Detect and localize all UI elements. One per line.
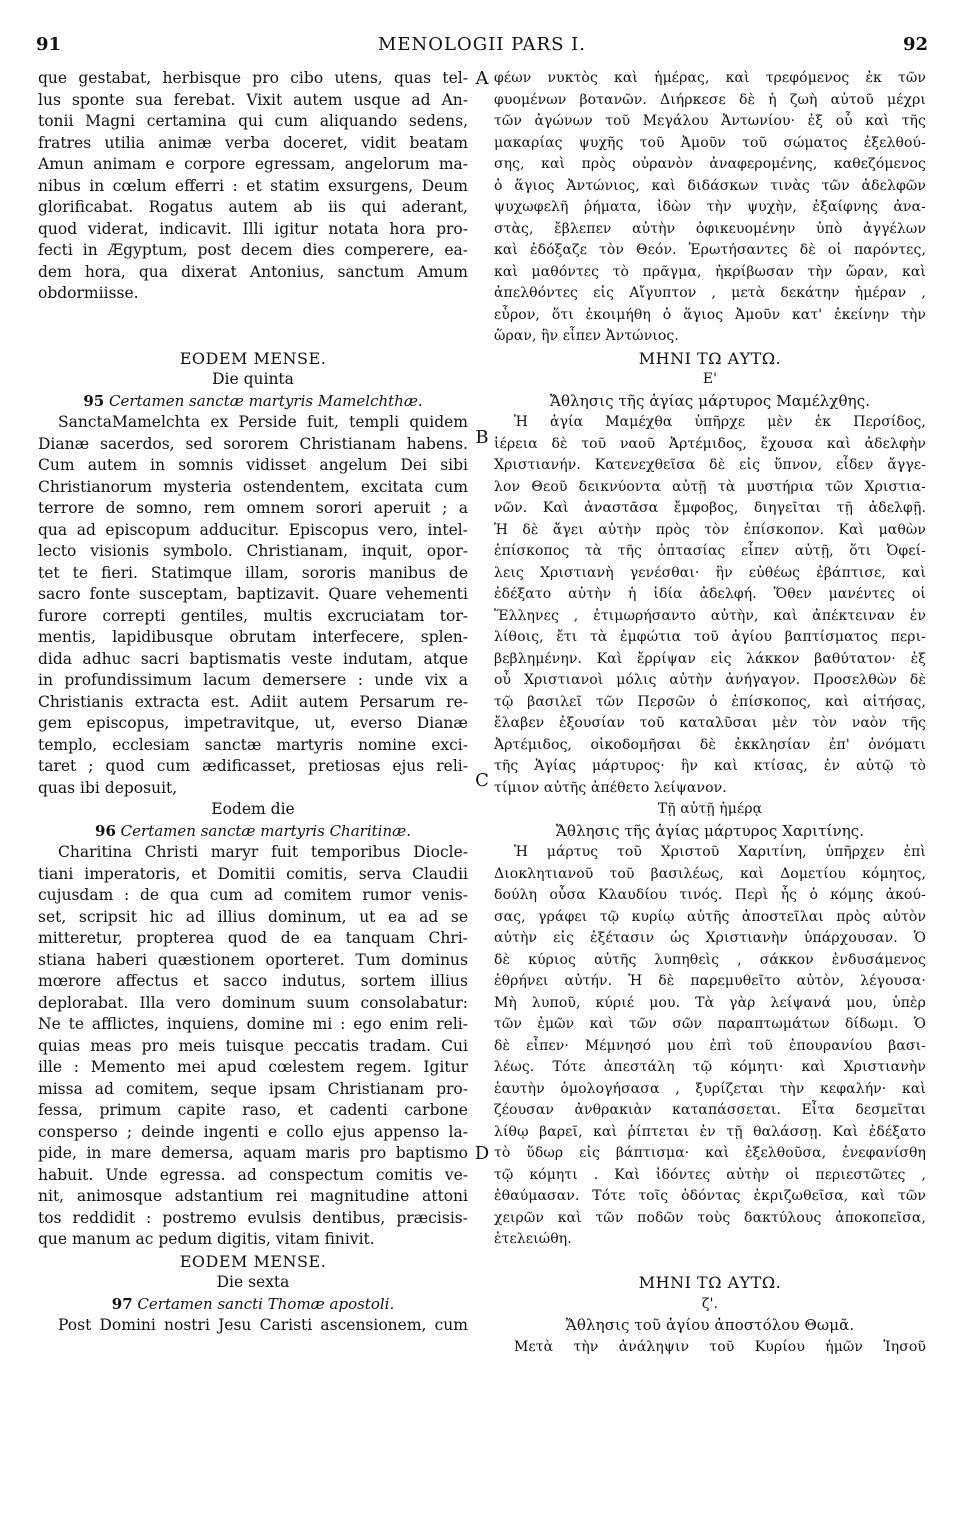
text-line: Christianorum mysteria ostendentem, excitata cum [38,477,468,496]
section-number: 97 [111,1294,133,1313]
text-line: λον Θεοῦ δεικνύοντα αὐτῇ τὰ μυστήρια τῶν Χριστια- [494,478,926,495]
greek-column [494,68,926,1358]
text-line: quod viderat, indicavit. Illi igitur notata hora pro- [38,219,468,238]
text-line: ἐτελειώθη. [494,1231,572,1247]
text-line: sacro fonte susceptam, baptizavit. Quare vehementi [38,585,468,603]
text-line: fecti in Ægyptum, post decem dies comperere, ea- [38,241,468,259]
text-line: ἱέρεια δὲ τοῦ ναοῦ Ἀρτέμιδος, ἔχουσα καὶ ἀδελφὴν [494,435,926,452]
margin-marker-c: C [475,770,489,791]
text-line: καὶ μαθόντες τὸ πρᾶγμα, ἠκρίβωσαν τὴν ὥραν, καὶ [494,263,926,280]
running-title: MENOLOGII PARS I. [377,34,586,55]
latin-paragraph-2 [38,412,468,799]
text-line: νῶν. Καὶ ἀναστᾶσα ἔμφοβος, διηγεῖται τῇ ἀδελφῇ. [494,500,926,516]
text-line: tiani imperatoris, et Domitii comitis, serva Claudii [38,864,468,883]
text-line: tonii Magni certamina qui cum aliquando sedens, [38,112,468,130]
text-line: terrore de somno, rem omnem sorori aperuit ; a [38,499,468,517]
text-line: consperso ; deinde ingenti e collo ejus appenso la- [38,1122,468,1141]
section-title-text: Certamen sanctæ martyris Mamelchthæ. [108,391,423,410]
text-line: Christianis extracta est. Adiit autem Persarum re- [38,692,468,711]
text-line: qua ad episcopum adducitur. Episcopus vero, intel- [38,520,468,539]
section-title: Ἄθλησις τοῦ ἁγίου ἀποστόλου Θωμᾶ. [565,1316,855,1334]
text-line: Χριστιανήν. Κατενεχθεῖσα δὲ εἰς ὕπνον, εἶδεν ἄγγε- [494,457,926,473]
text-line: dida adhuc sacri baptismatis veste indutam, atque [38,649,468,668]
text-line: Μὴ λυποῦ, κύριέ μου. Τὰ γὰρ λείψανά μου, ὑπὲρ [494,994,926,1011]
page-number-right: 92 [902,34,928,55]
text-line: pide, in mare demersa, aquam maris pro baptismo [38,1144,468,1162]
text-line: que gestabat, herbisque pro cibo utens, quas tel- [38,69,468,87]
text-line: Ἕλληνες , ἐτιμωρήσαντο αὐτὴν, καὶ ἀπέκτειναν ἐν [494,607,926,624]
section-number: 96 [95,821,116,840]
text-line: nit, animosque adstantium rei magnitudine attoni [38,1187,468,1205]
text-line: τῆς Ἁγίας μάρτυρος· ἣν καὶ κτίσας, ἐν αὐτῷ τὸ [494,758,926,774]
text-line: στὰς, ἔβλεπεν αὐτὴν ὀφικευομένην ὑπὸ ἀγγέλων [494,220,926,237]
text-line: ὁ ἅγιος Ἀντώνιος, καὶ διδάσκων τινὰς τῶν ἀδελφῶν [494,177,926,194]
text-line: σας, γράφει τῷ κυρίῳ αὐτῆς ἀποστεῖλαι πρὸς αὐτὸν [494,908,926,925]
text-line: δὲ κύριος αὐτῆς λυπηθεὶς , σάκκον ἐνδυσάμενος [494,951,926,968]
section-heading: EODEM MENSE. [179,348,327,368]
text-line: εὗρον, ὅτι ἐκοιμήθη ὁ ἅγιος Ἀμοῦν κατ' ἐκείνην τὴν [494,306,926,323]
text-line: ψυχωφελῆ ῥήματα, ἰδὼν τὴν ψυχὴν, ἐξαίφνης ἀνα- [494,199,926,215]
text-line: furore correpti gentiles, multis excruciatam tor- [38,606,468,625]
spacer [38,326,468,348]
section-day: Τῇ αὐτῇ ἡμέρᾳ [657,801,763,817]
text-line: SanctaMamelchta ex Perside fuit, templi quidem [58,413,468,431]
margin-marker-d: D [474,1143,490,1164]
text-line: ζέουσαν ἀνθρακιὰν καταπάσσεται. Εἶτα δεσμεῖται [494,1102,926,1118]
text-line: lecto visionis symbolo. Christianam, inquit, opor- [38,542,468,560]
text-line: τῶν ἐμῶν καὶ τῶν σῶν παραπτωμάτων δίδωμι. Ὁ [494,1016,926,1032]
text-line: οὗ Χριστιανοὶ μόλις αὐτὴν ἀνήγαγον. Προσελθὼν δὲ [494,672,926,688]
text-line: quas ibi deposuit, [38,778,178,797]
section-day: ζ'. [701,1295,719,1312]
text-line: τίμιον αὐτῆς ἀπέθετο λείψανον. [494,779,727,796]
text-line: Διοκλητιανοῦ τοῦ βασιλέως, καὶ Δομετίου κόμητος, [494,865,926,882]
text-line: λίθῳ βαρεῖ, καὶ ῥίπτεται ἐν τῇ θαλάσσῃ. Καὶ ἐδέξατο [494,1123,926,1140]
text-line: obdormiisse. [38,284,139,302]
text-line: τὸ ὕδωρ εἰς βάπτισμα· καὶ ἐξελθοῦσα, ἐνεφανίσθη [494,1145,926,1161]
text-line: Dianæ sacerdos, sed sororem Christianam habens. [38,434,468,453]
greek-paragraph-2 [494,412,926,799]
section-day: Eodem die [211,800,295,818]
section-day: Die quinta [212,370,294,388]
text-line: Ἡ μάρτυς τοῦ Χριστοῦ Χαριτίνη, ὑπῆρχεν ἐπὶ [514,844,926,860]
text-line: φέων νυκτὸς καὶ ἡμέρας, καὶ τρεφόμενος ἐκ τῶν [494,70,926,86]
text-line: Ἀρτέμιδος, οἰκοδομῆσαι δὲ ἐκκλησίαν ἐπ' ὀνόματι [494,736,926,753]
section-heading: EODEM MENSE. [179,1251,327,1271]
text-line: taret ; quod cum ædificasset, pretiosas ejus reli- [38,757,468,775]
section-title-text: Certamen sancti Thomæ apostoli. [137,1294,395,1313]
text-line: λεις Χριστιανὴ γενέσθαι· ἣν εὐθέως ἐβάπτισε, καὶ [494,564,926,581]
text-line: dem hora, qua dixerat Antonius, sanctum Amum [38,262,468,281]
section-day: Die sexta [216,1273,290,1291]
text-line: Post Domini nostri Jesu Caristi ascensionem, cum [58,1316,468,1334]
text-line: τῶν ἀγώνων τοῦ Μεγάλου Ἀντωνίου· ἐξ οὗ καὶ τῆς [494,113,926,129]
text-line: ille : Memento mei apud cœlestem regem. Igitur [38,1058,468,1076]
text-line: Ἡ δὲ ἄγει αὐτὴν πρὸς τὸν ἐπίσκοπον. Καὶ μαθὼν [494,521,926,538]
page-number-left: 91 [36,34,62,55]
section-title-text: Certamen sanctæ martyris Charitinæ. [120,821,411,840]
text-line: ὥραν, ἣν εἶπεν Ἀντώνιος. [494,328,679,344]
text-line: Charitina Christi maryr fuit temporibus Diocle- [58,843,468,861]
text-line: δούλη οὖσα Κλαυδίου τινός. Περὶ ἧς ὁ κόμης ἀκού- [494,887,926,903]
text-line: templo, ecclesiam sanctæ martyris nomine exci- [38,735,468,754]
text-line: glorificabat. Rogatus autem ab iis qui aderant, [38,198,468,216]
latin-paragraph-1 [38,68,468,305]
text-line: tos reddidit : postremo evulsis dentibus, præcisis- [38,1208,468,1227]
margin-marker-b: B [475,427,489,448]
text-line: ἑαυτὴν ὁμολογήσασα , ξυρίζεται τὴν κεφαλήν· καὶ [494,1080,926,1097]
text-line: τῷ κόμητι . Καὶ ἰδόντες αὐτὴν οἱ περιεστῶτες , [494,1166,926,1183]
text-line: βεβλημένην. Καὶ ἔρρίψαν εἰς λάκκον βαθύτατον· ἐξ [494,650,926,667]
text-line: φυομένων βοτανῶν. Διήρκεσε δὲ ἡ ζωὴ αὐτοῦ μέχρι [494,91,926,108]
text-line: que manum ac pedum digitis, vitam finivit. [38,1230,375,1248]
text-line: ἐθρήνει αὐτήν. Ἡ δὲ παρεμυθεῖτο αὐτὸν, λέγουσα· [494,973,926,989]
text-line: δὲ εἶπεν· Μέμνησό μου ἐπὶ τοῦ ἐπουρανίου βασι- [494,1037,926,1054]
text-line: in profundissimum lacum demersere : unde vix a [38,671,468,689]
section-number: 95 [83,391,105,410]
text-line: tet te fieri. Statimque illam, sororis manibus de [38,563,468,582]
section-day: Ε' [702,371,718,387]
spacer [38,305,468,327]
section-title: Ἄθλησις τῆς ἁγίας μάρτυρος Χαριτίνης. [555,821,865,840]
text-line: Amun animam e corpore egressam, angelorum ma- [38,155,468,173]
text-line: deplorabat. Illa vero dominum suum consolabatur: [38,993,468,1012]
section-heading: ΜΗΝΙ ΤΩ ΑΥΤΩ. [638,348,782,368]
text-line: λέως. Τότε ἀπεστάλη τῷ κόμητι· καὶ Χριστιανὴν [494,1059,926,1075]
greek-paragraph-3 [494,842,926,1251]
spacer [494,1251,926,1273]
text-line: set, scripsit hic ad illius dominum, ut ea ad se [38,907,468,926]
text-line: ἐθαύμασαν. Τότε τοῖς ὀδόντας ἐκριζωθεῖσα, καὶ τῶν [494,1188,926,1204]
text-line: stiana haberi quæstionem oporteret. Tum dominus [38,950,468,969]
section-title [38,391,468,413]
text-line: Cum autem in somnis vidisset angelum Dei sibi [38,456,468,474]
page-header [36,34,928,58]
text-line: cujusdam : de qua cum ad comitem rumor venis- [38,886,468,904]
text-line: habuit. Unde egressa. ad conspectum comitis ve- [38,1165,468,1184]
text-line: gem episcopus, impetravitque, ut, everso Dianæ [38,714,468,732]
text-line: ἐδέξατο αὐτὴν ἡ ἰδία ἀδελφή. Ὅθεν μανέντες οἱ [494,586,926,602]
text-line: fratres utilia animæ verba doceret, vidit beatam [38,133,468,152]
text-line: χειρῶν καὶ τῶν ποδῶν τοὺς δακτύλους ἀποκοπεῖσα, [494,1209,926,1226]
text-line: quias meas pro meis tuisque peccatis tradam. Cui [38,1036,468,1055]
text-line: ἐπίσκοπος τὰ τῆς ὀπτασίας εἶπεν αὐτῇ, ὅτι Ὀφεί- [494,543,926,559]
section-title [38,1294,468,1316]
text-line: σης, καὶ πρὸς οὐρανὸν ἀναφερομένης, καθεζόμενος [494,156,926,172]
text-line: mœrore affectus et sacco indutus, sortem illius [38,972,468,990]
text-line: μακαρίας ψυχῆς τοῦ Ἀμοῦν τοῦ σώματος ἐξελθού- [494,134,926,151]
text-line: mitteretur, propterea quod de ea tanquam Chri- [38,929,468,947]
text-line: lus sponte sua ferebat. Vixit autem usque ad An- [38,90,468,109]
greek-paragraph-1 [494,68,926,348]
section-title: Ἄθλησις τῆς ἁγίας μάρτυρος Μαμέλχθης. [549,391,871,410]
text-line: missa ad comitem, seque ipsam Christianam pro- [38,1079,468,1098]
text-line: ἔλαβεν ἐξουσίαν τοῦ καταλῦσαι μὲν τὸν ναὸν τῆς [494,715,926,731]
text-line: ἀπελθόντες εἰς Αἴγυπτον , μετὰ δεκάτην ἡμέραν , [494,285,926,301]
latin-column [38,68,468,1337]
text-line: τῷ βασιλεῖ τῶν Περσῶν ὁ ἐπίσκοπος, καὶ αἰτήσας, [494,693,926,710]
text-line: Μετὰ τὴν ἀνάληψιν τοῦ Κυρίου ἡμῶν Ἰησοῦ [514,1338,926,1355]
text-line: fessa, primum capite raso, et cadenti carbone [38,1101,468,1119]
text-line: αὐτὴν εἰς ἐξέτασιν ὡς Χριστιανὴν ὑπάρχουσαν. Ὁ [494,930,926,946]
text-line: nibus in cœlum efferri : et statim exsurgens, Deum [38,176,468,195]
latin-paragraph-3 [38,842,468,1251]
text-line: mentis, lapidibusque obrutam interfecere, splen- [38,628,468,646]
section-heading: ΜΗΝΙ ΤΩ ΑΥΤΩ. [638,1273,782,1292]
text-line: Ἡ ἁγία Μαμέχθα ὑπῆρχε μὲν ἐκ Περσίδος, [514,414,926,430]
text-line: Ne te afflictes, inquiens, domine mi : ego enim reli- [38,1015,468,1033]
margin-marker-a: A [475,68,489,89]
section-title [38,821,468,843]
text-line: καὶ ἐδόξαζε τὸν Θεόν. Ἐρωτήσαντες δὲ οἱ παρόντες, [494,242,926,258]
text-line: λίθοις, ἔτι τὰ ἐμφώτια τοῦ ἁγίου βαπτίσματος περι- [494,629,926,645]
